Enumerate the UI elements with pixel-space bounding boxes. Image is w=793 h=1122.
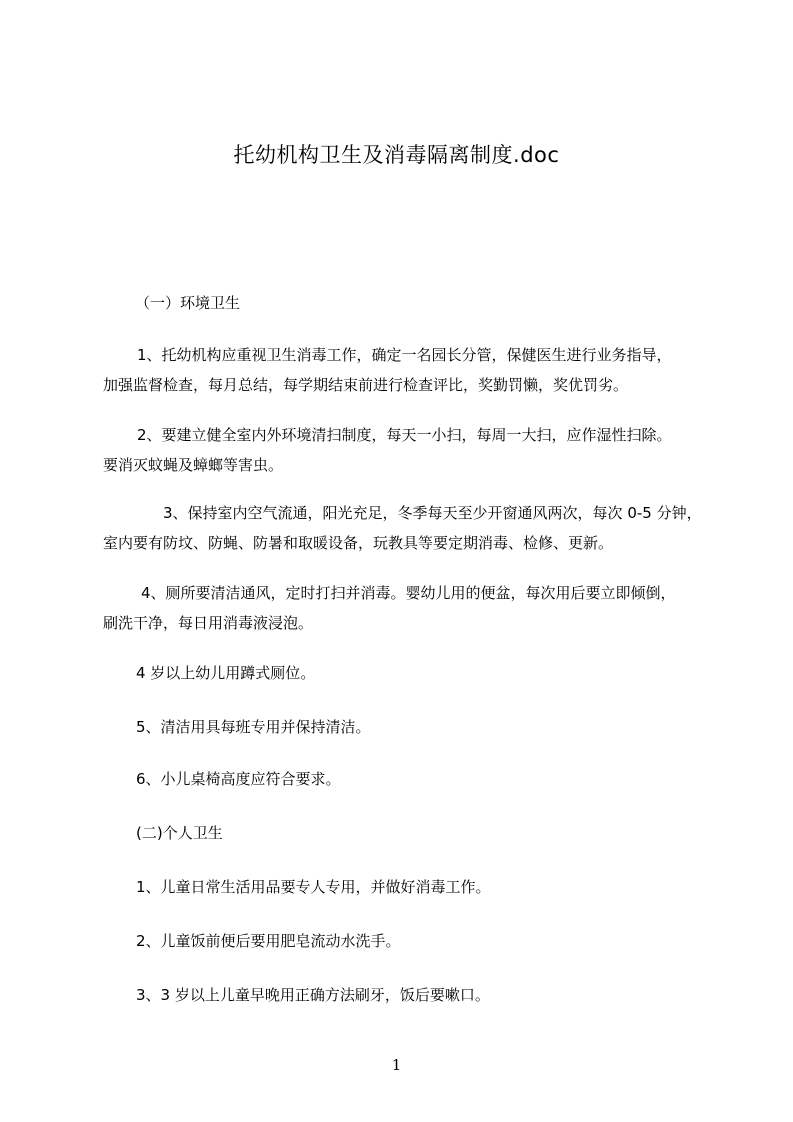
paragraph-env-item-5: 5、清洁用具每班专用并保持清洁。 bbox=[136, 718, 371, 736]
paragraph-line: 1、托幼机构应重视卫生消毒工作，确定一名园长分管，保健医生进行业务指导， bbox=[137, 346, 672, 364]
paragraph-line: 要消灭蚊蝇及蟑螂等害虫。 bbox=[103, 456, 284, 474]
section-heading-personal: (二)个人卫生 bbox=[136, 824, 223, 842]
paragraph-personal-item-2: 2、儿童饭前便后要用肥皂流动水洗手。 bbox=[136, 932, 401, 950]
paragraph-line: 2、要建立健全室内外环境清扫制度，每天一小扫，每周一大扫，应作湿性扫除。 bbox=[137, 426, 672, 444]
paragraph-env-item-1 bbox=[103, 340, 703, 400]
section-heading-environment: （一）环境卫生 bbox=[135, 294, 241, 312]
document-title: 托幼机构卫生及消毒隔离制度.doc bbox=[233, 143, 560, 167]
paragraph-line: 3、保持室内空气流通，阳光充足，冬季每天至少开窗通风两次，每次 0-5 分钟， bbox=[163, 504, 702, 522]
paragraph-env-item-3 bbox=[103, 498, 703, 558]
paragraph-env-item-6: 6、小儿桌椅高度应符合要求。 bbox=[136, 770, 341, 788]
paragraph-line: 4、厕所要清洁通风，定时打扫并消毒。婴幼儿用的便盆，每次用后要立即倾倒， bbox=[141, 584, 676, 602]
paragraph-personal-item-3: 3、3 岁以上儿童早晚用正确方法刷牙，饭后要嗽口。 bbox=[136, 986, 490, 1004]
paragraph-line: 室内要有防坟、防蝇、防暑和取暖设备，玩教具等要定期消毒、检修、更新。 bbox=[103, 534, 614, 552]
paragraph-env-item-4-extra: 4 岁以上幼儿用蹲式厕位。 bbox=[136, 664, 316, 682]
paragraph-env-item-4 bbox=[103, 578, 703, 638]
paragraph-line: 加强监督检查，每月总结，每学期结束前进行检查评比，奖勤罚懒，奖优罚劣。 bbox=[103, 376, 629, 394]
paragraph-personal-item-1: 1、儿童日常生活用品要专人专用，并做好消毒工作。 bbox=[136, 878, 491, 896]
page-number: 1 bbox=[391, 1056, 402, 1074]
paragraph-env-item-2 bbox=[103, 420, 703, 480]
paragraph-line: 刷洗干净，每日用消毒液浸泡。 bbox=[103, 614, 314, 632]
